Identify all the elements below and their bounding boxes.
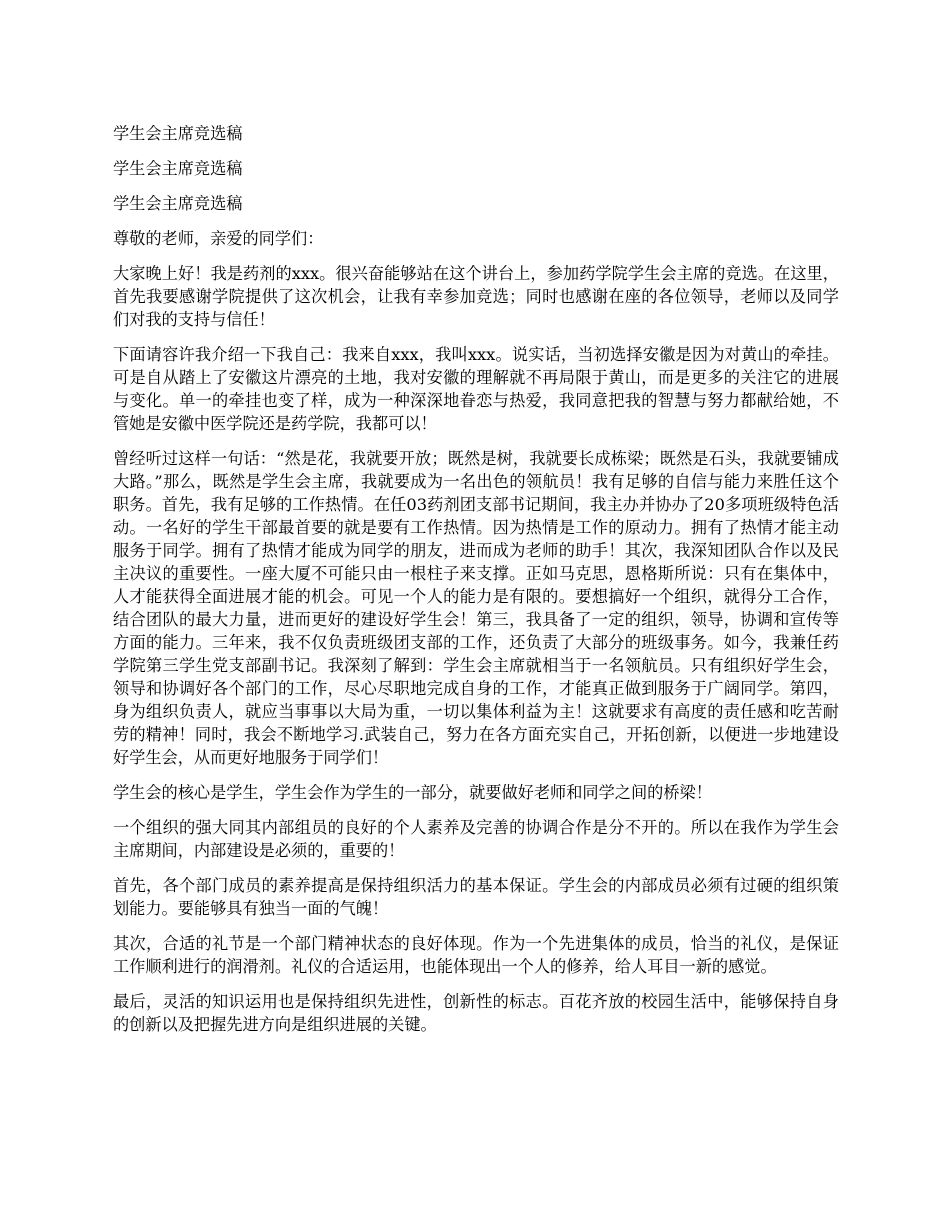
body-paragraph: 一个组织的强大同其内部组员的良好的个人素养及完善的协调合作是分不开的。所以在我作为学生会主席期间，内部建设是必须的，重要的！	[113, 818, 839, 860]
body-paragraph: 大家晚上好！我是药剂的xxx。很兴奋能够站在这个讲台上，参加药学院学生会主席的竞选。在这里，首先我要感谢学院提供了这次机会，让我有幸参加竞选；同时也感谢在座的各位领导，老师以及同学们对我的支持与信任！	[113, 264, 839, 329]
document-heading: 学生会主席竞选稿	[113, 124, 243, 143]
document-heading: 学生会主席竞选稿	[113, 194, 243, 213]
body-paragraph: 首先，各个部门成员的素养提高是保持组织活力的基本保证。学生会的内部成员必须有过硬的组织策划能力。要能够具有独当一面的气魄！	[113, 876, 839, 918]
body-paragraph: 曾经听过这样一句话：“然是花，我就要开放；既然是树，我就要长成栋梁；既然是石头，我就要铺成大路。”那么，既然是学生会主席，我就要成为一名出色的领航员！我有足够的自信与能力来胜任这个职务。首先，我有足够的工作热情。在任03药剂团支部书记期间，我主办并协办了20多项班级特色活动。一名好的学生干部最首要的就是要有工作热情。因为热情是工作的原动力。拥有了热情才能主动服务于同学。拥有了热情才能成为同学的朋友，进而成为老师的助手！其次，我深知团队合作以及民主决议的重要性。一座大厦不可能只由一根柱子来支撑。正如马克思，恩格斯所说：只有在集体中，人才能获得全面进展才能的机会。可见一个人的能力是有限的。要想搞好一个组织，就得分工合作，结合团队的最大力量，进而更好的建设好学生会！第三，我具备了一定的组织，领导，协调和宣传等方面的能力。三年来，我不仅负责班级团支部的工作，还负责了大部分的班级事务。如今，我兼任药学院第三学生党支部副书记。我深刻了解到：学生会主席就相当于一名领航员。只有组织好学生会，领导和协调好各个部门的工作，尽心尽职地完成自身的工作，才能真正做到服务于广阔同学。第四，身为组织负责人，就应当事事以大局为重，一切以集体利益为主！这就要求有高度的责任感和吃苦耐劳的精神！同时，我会不断地学习.武装自己，努力在各方面充实自己，开拓创新，以便进一步地建设好学生会，从而更好地服务于同学们！	[113, 449, 839, 767]
document-heading: 学生会主席竞选稿	[113, 159, 243, 178]
body-paragraph: 其次，合适的礼节是一个部门精神状态的良好体现。作为一个先进集体的成员，恰当的礼仪，是保证工作顺利进行的润滑剂。礼仪的合适运用，也能体现出一个人的修养，给人耳目一新的感觉。	[113, 934, 839, 976]
body-paragraph: 学生会的核心是学生，学生会作为学生的一部分，就要做好老师和同学之间的桥梁！	[113, 783, 712, 802]
salutation: 尊敬的老师，亲爱的同学们：	[113, 229, 324, 248]
document-page	[113, 122, 839, 1048]
body-paragraph: 下面请容许我介绍一下我自己：我来自xxx，我叫xxx。说实话，当初选择安徽是因为对黄山的牵挂。可是自从踏上了安徽这片漂亮的土地，我对安徽的理解就不再局限于黄山，而是更多的关注它的进展与变化。单一的牵挂也变了样，成为一种深深地眷恋与热爱，我同意把我的智慧与努力都献给她，不管她是安徽中医学院还是药学院，我都可以！	[113, 345, 839, 433]
body-paragraph: 最后，灵活的知识运用也是保持组织先进性，创新性的标志。百花齐放的校园生活中，能够保持自身的创新以及把握先进方向是组织进展的关键。	[113, 992, 839, 1034]
